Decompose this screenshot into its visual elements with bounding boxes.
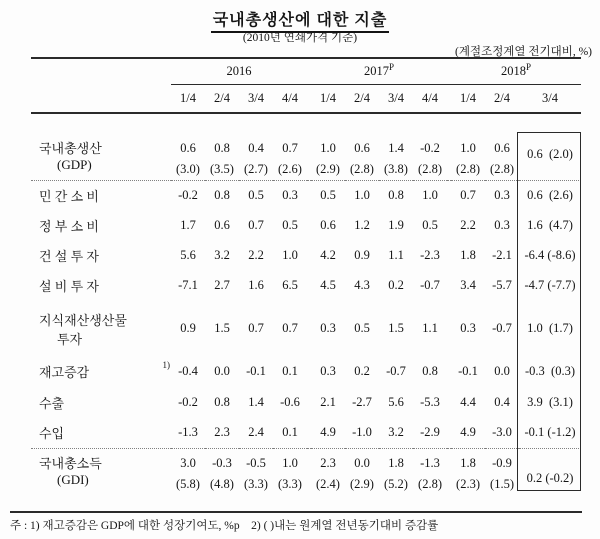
cell-value: 2.3 (2.4) [311, 449, 345, 514]
boxed-value-cell: -0.3 (0.3) [525, 364, 576, 378]
quarter-header: 2/4 [485, 84, 519, 113]
cell-value: -1.3 [178, 425, 198, 440]
row-label [31, 418, 171, 449]
cell-value: 1.5 [388, 321, 404, 335]
cell-value: 1.5 [214, 321, 230, 335]
row-label-line1: 지식재산생산물 [39, 312, 127, 328]
boxed-value-cell: 0.2 (-0.2) [519, 449, 581, 514]
table-row [31, 113, 581, 181]
cell-value: 0.7 [282, 321, 298, 335]
cell-value: 3.2 [214, 248, 230, 262]
year-label: 2018 [501, 63, 527, 78]
cell-value: -0.1 [458, 364, 478, 378]
cell-value: 4.3 [354, 278, 370, 292]
row-label-line1: 수입 [39, 426, 65, 442]
cell-value: -0.9 (1.5) [485, 449, 519, 514]
cell-value: 1.8 (2.3) [451, 449, 485, 514]
cell-value: 1.0 [345, 181, 379, 211]
page-title: 국내총생산에 대한 지출 [211, 7, 390, 33]
row-label [31, 211, 171, 241]
cell-value: 0.3 [494, 218, 510, 232]
cell-value: -5.3 [420, 394, 440, 409]
cell-value: 1.6 [248, 278, 264, 292]
label-column-header [31, 58, 171, 113]
row-label [31, 241, 171, 271]
cell-value: 4.9 [460, 425, 476, 440]
row-label-line2: (GDI) [57, 472, 89, 487]
table-row [31, 301, 581, 357]
year-label: 2017 [364, 63, 389, 78]
table-row [31, 418, 581, 449]
cell-value: 0.4 (2.7) [244, 141, 268, 176]
cell-value: 4.9 [320, 425, 336, 440]
cell-value: 0.1 [282, 425, 298, 440]
cell-value: 0.0 (2.9) [345, 449, 379, 514]
cell-value: 1.0 [413, 181, 447, 211]
cell-value: 2.4 [248, 425, 264, 440]
cell-value: 0.3 [485, 181, 519, 211]
footnote-marker: 1) [162, 359, 170, 370]
cell-value: 1.0 (2.8) [456, 141, 480, 176]
cell-value: 0.7 (2.6) [278, 141, 302, 176]
year-header-2018 [451, 58, 581, 84]
boxed-value-cell: -6.4 (-8.6) [524, 248, 576, 262]
cell-value: -0.1 [246, 364, 266, 378]
cell-value: 0.4 [494, 394, 510, 409]
table-row [31, 387, 581, 418]
quarter-header: 1/4 [311, 84, 345, 113]
row-label-line1: 설 비 투 자 [39, 279, 99, 294]
cell-value: 0.5 [282, 218, 298, 232]
row-label [31, 181, 171, 211]
cell-value: 0.7 [451, 181, 485, 211]
bottom-rule-divider [10, 511, 582, 513]
quarter-header: 3/4 [239, 84, 273, 113]
table-row [31, 449, 581, 514]
cell-value: -0.4 [178, 364, 198, 378]
year-label: 2016 [226, 63, 252, 78]
cell-value: 0.8 (3.5) [210, 141, 234, 176]
cell-value: 0.6 (2.8) [490, 141, 514, 176]
year-superscript: P [389, 61, 395, 72]
cell-value: -0.5 (3.3) [239, 449, 273, 514]
boxed-value-cell: 3.9 (3.1) [527, 394, 573, 409]
year-header-2017 [311, 58, 447, 84]
cell-value: -2.3 [420, 248, 440, 262]
cell-value: 1.8 (5.2) [379, 449, 413, 514]
cell-value: 1.9 [388, 218, 404, 232]
cell-value: 4.2 [320, 248, 336, 262]
cell-value: 0.3 [320, 321, 336, 335]
cell-value: 1.4 (3.8) [384, 141, 408, 176]
row-label [31, 113, 171, 181]
row-label-line1: 국내총소득 [39, 456, 102, 471]
gdp-expenditure-table [31, 57, 581, 514]
cell-value: -7.1 [178, 278, 198, 292]
row-label [31, 357, 171, 387]
row-label-line1: 민 간 소 비 [39, 189, 99, 205]
cell-value: 1.1 [422, 321, 438, 335]
quarter-header: 1/4 [451, 84, 485, 113]
boxed-value-cell: -0.1 (-1.2) [524, 425, 576, 440]
cell-value: 3.0 (5.8) [171, 449, 205, 514]
cell-value: 0.0 [494, 364, 510, 378]
boxed-value-cell: 0.6 (2.0) [527, 147, 573, 161]
table-row [31, 241, 581, 271]
cell-value: 0.5 [354, 321, 370, 335]
row-label-line2: (GDP) [57, 157, 92, 172]
cell-value: 0.9 [180, 321, 196, 335]
cell-value: 0.7 [248, 218, 264, 232]
cell-value: 0.3 [273, 181, 307, 211]
cell-value: 2.3 [214, 425, 230, 440]
boxed-value-cell: 0.6 (2.6) [519, 181, 581, 211]
table-row [31, 271, 581, 301]
cell-value: 0.6 (3.0) [176, 141, 200, 176]
boxed-value-cell: -4.7 (-7.7) [524, 278, 576, 292]
cell-value: 0.0 [214, 364, 230, 378]
cell-value: 4.4 [460, 394, 476, 409]
row-label [31, 449, 171, 514]
cell-value: -0.3 (4.8) [205, 449, 239, 514]
cell-value: 2.2 [248, 248, 264, 262]
cell-value: -0.2 [178, 394, 198, 409]
cell-value: 0.2 [388, 278, 404, 292]
quarter-header: 4/4 [413, 84, 447, 113]
quarter-header: 4/4 [273, 84, 307, 113]
row-label-line1: 수출 [39, 395, 65, 411]
cell-value: 1.0 (3.3) [273, 449, 307, 514]
cell-value: 3.2 [388, 425, 404, 440]
row-label [31, 301, 171, 357]
cell-value: 1.0 [282, 248, 298, 262]
cell-value: 0.6 (2.8) [350, 141, 374, 176]
cell-value: 0.8 [205, 181, 239, 211]
cell-value: 0.5 [422, 218, 438, 232]
boxed-value-cell: 1.0 (1.7) [527, 321, 573, 335]
cell-value: 0.7 [248, 321, 264, 335]
cell-value: -3.0 [492, 425, 512, 440]
cell-value: -2.9 [420, 425, 440, 440]
unit-note: (계절조정계열 전기대비, %) [455, 46, 592, 58]
boxed-value-cell: 1.6 (4.7) [527, 218, 573, 232]
cell-value: -0.6 [280, 394, 300, 409]
cell-value: 2.7 [214, 278, 230, 292]
quarter-header: 2/4 [205, 84, 239, 113]
cell-value: 0.3 [460, 321, 476, 335]
cell-value: 1.8 [460, 248, 476, 262]
cell-value: -0.2 [171, 181, 205, 211]
table-row [31, 211, 581, 241]
cell-value: 5.6 [180, 248, 196, 262]
cell-value: -0.7 [386, 364, 406, 378]
table-body [31, 113, 581, 514]
cell-value: 0.3 [320, 364, 336, 378]
cell-value: 0.5 [239, 181, 273, 211]
row-label-line1: 재고증감 [39, 365, 90, 380]
quarter-header: 3/4 [379, 84, 413, 113]
cell-value: 0.2 [354, 364, 370, 378]
cell-value: -0.2 (2.8) [418, 141, 442, 176]
page-subtitle: (2010년 연쇄가격 기준) [242, 32, 358, 44]
row-label-line1: 국내총생산 [39, 141, 102, 156]
row-label-line1: 건 설 투 자 [39, 249, 99, 264]
cell-value: 3.4 [460, 278, 476, 292]
row-label [31, 387, 171, 418]
table-row [31, 181, 581, 211]
year-header-row [31, 58, 581, 84]
cell-value: 4.5 [320, 278, 336, 292]
cell-value: 0.9 [354, 248, 370, 262]
year-superscript: P [526, 61, 532, 72]
cell-value: -1.0 [352, 425, 372, 440]
cell-value: 2.2 [460, 218, 476, 232]
cell-value: 0.8 [379, 181, 413, 211]
cell-value: 0.8 [214, 394, 230, 409]
year-header-2016 [171, 58, 307, 84]
cell-value: -1.3 (2.8) [413, 449, 447, 514]
cell-value: -2.1 [492, 248, 512, 262]
cell-value: 1.7 [180, 218, 196, 232]
cell-value: 6.5 [282, 278, 298, 292]
cell-value: 0.5 [311, 181, 345, 211]
cell-value: 1.4 [248, 394, 264, 409]
cell-value: -0.7 [492, 321, 512, 335]
cell-value: 0.6 [320, 218, 336, 232]
cell-value: 0.1 [282, 364, 298, 378]
cell-value: 1.1 [388, 248, 404, 262]
table-row [31, 357, 581, 387]
cell-value: 0.6 [214, 218, 230, 232]
row-label [31, 271, 171, 301]
row-label-line2: 투자 [57, 331, 83, 347]
row-label-line1: 정 부 소 비 [39, 219, 99, 234]
cell-value: -2.7 [352, 394, 372, 409]
cell-value: 5.6 [388, 394, 404, 409]
cell-value: 1.0 (2.9) [316, 141, 340, 176]
cell-value: -5.7 [492, 278, 512, 292]
quarter-header: 3/4 [519, 84, 581, 113]
footnote: 주 : 1) 재고증감은 GDP에 대한 성장기여도, %p 2) ( )내는 원계열 전년동기대비 증감률 [10, 520, 439, 532]
cell-value: 0.8 [422, 364, 438, 378]
cell-value: 2.1 [320, 394, 336, 409]
cell-value: 1.2 [354, 218, 370, 232]
cell-value: -0.7 [420, 278, 440, 292]
quarter-header: 2/4 [345, 84, 379, 113]
quarter-header: 1/4 [171, 84, 205, 113]
